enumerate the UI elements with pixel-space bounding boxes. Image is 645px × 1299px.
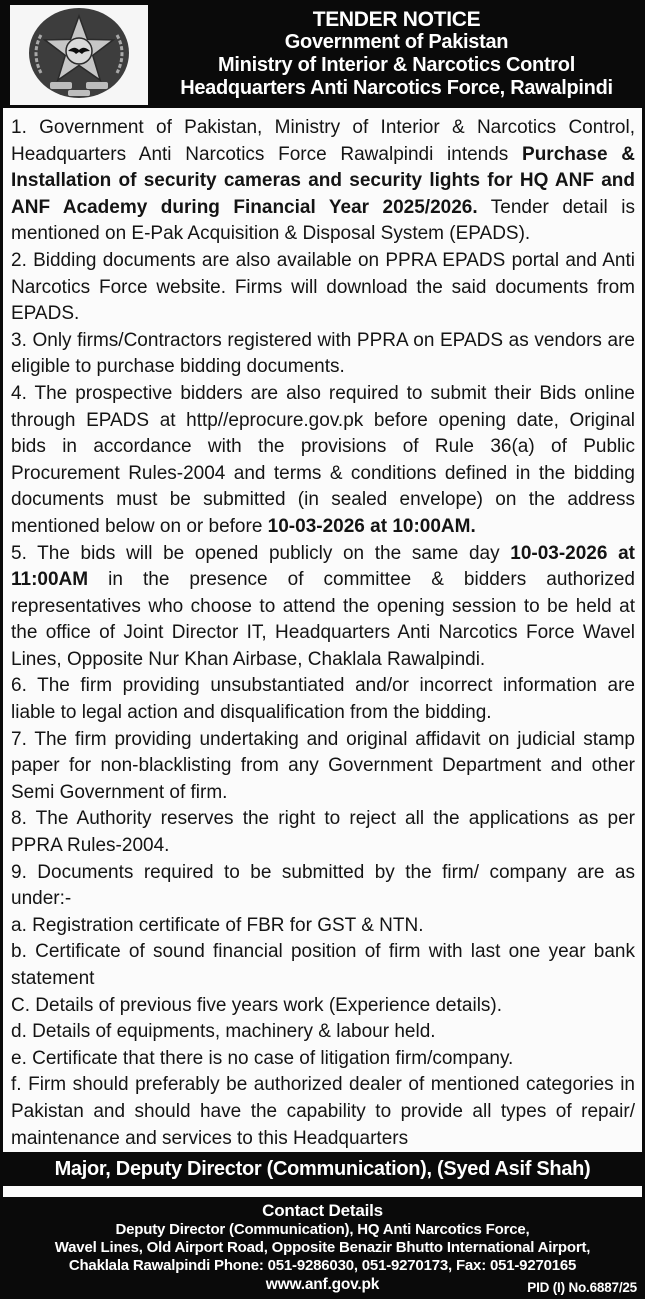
- notice-paragraph-13: d. Details of equipments, machinery & labour held.: [11, 1021, 436, 1043]
- notice-paragraph-7: 7. The firm providing undertaking and original affidavit on judicial stamp paper for non-blacklisting from any Government Department and other Semi Government of firm.: [11, 728, 635, 803]
- notice-paragraph-9: 9. Documents required to be submitted by the firm/ company are as under:-: [11, 861, 635, 910]
- anf-emblem-icon: [16, 5, 142, 106]
- website-link[interactable]: www.anf.gov.pk: [265, 1276, 380, 1293]
- notice-paragraph-4: 4. The prospective bidders are also required to submit their Bids online through EPADS at http//eprocure.gov.pk before opening date, Original bids in accordance with the provisions of Rule 36(a) of Public Procurement Rules-2004 and terms & conditions defined in the bidding documents must be submitted (in sealed envelope) on the address mentioned below on or before 10-03-2026 at 10:00AM.: [11, 382, 635, 537]
- header-title-block: [148, 8, 645, 100]
- notice-paragraph-11: b. Certificate of sound financial position of firm with last one year bank statement: [11, 941, 635, 989]
- notice-paragraph-14: e. Certificate that there is no case of litigation firm/company.: [11, 1047, 514, 1069]
- divider-strip: [3, 1186, 642, 1197]
- contact-details-title: Contact Details: [262, 1201, 383, 1220]
- notice-paragraph-5: 5. The bids will be opened publicly on the same day 10-03-2026 at 11:00AM in the presence of committee & bidders authorized representatives who choose to attend the opening session to be held at the office of Joint Director IT, Headquarters Anti Narcotics Force Wavel Lines, Opposite Nur Khan Airbase, Chaklala Rawalpindi.: [11, 542, 635, 670]
- signature-bar: [0, 1152, 645, 1186]
- header-line-government: Government of Pakistan: [284, 31, 509, 53]
- notice-paragraph-10: a. Registration certificate of FBR for GST & NTN.: [11, 914, 424, 936]
- header-line-ministry: Ministry of Interior & Narcotics Control: [218, 54, 575, 76]
- notice-paragraph-12: C. Details of previous five years work (Experience details).: [11, 994, 503, 1016]
- notice-paragraph-1: 1. Government of Pakistan, Ministry of Interior & Narcotics Control, Headquarters Anti Narcotics Force Rawalpindi intends Purchase & Installation of security cameras and security lights for HQ ANF and ANF Academy during Financial Year 2025/2026. Tender detail is mentioned on E-Pak Acquisition & Disposal System (EPADS).: [11, 117, 635, 245]
- header-band: [0, 0, 645, 108]
- contact-line-office: Deputy Director (Communication), HQ Anti Narcotics Force,: [115, 1221, 530, 1238]
- notice-body: [3, 108, 642, 1152]
- notice-paragraph-8: 8. The Authority reserves the right to reject all the applications as per PPRA Rules-2004.: [11, 808, 635, 857]
- contact-line-phone-fax: Chaklala Rawalpindi Phone: 051-9286030, 051-9270173, Fax: 051-9270165: [68, 1257, 577, 1274]
- footer-last-row: [0, 1275, 645, 1295]
- header-line-tender-notice: TENDER NOTICE: [312, 8, 481, 31]
- signature-bar-label: Major, Deputy Director (Communication), (Syed Asif Shah): [54, 1157, 591, 1180]
- notice-paragraph-3: 3. Only firms/Contractors registered with PPRA on EPADS as vendors are eligible to purchase bidding documents.: [11, 329, 635, 378]
- header-line-headquarters: Headquarters Anti Narcotics Force, Rawalpindi: [180, 77, 613, 99]
- contact-line-address: Wavel Lines, Old Airport Road, Opposite Benazir Bhutto International Airport,: [54, 1239, 591, 1256]
- anf-logo-box: [10, 5, 148, 105]
- footer-band: [0, 1197, 645, 1299]
- pid-number: PID (I) No.6887/25: [527, 1280, 637, 1295]
- notice-paragraph-6: 6. The firm providing unsubstantiated and/or incorrect information are liable to legal action and disqualification from the bidding.: [11, 675, 635, 724]
- notice-paragraph-2: 2. Bidding documents are also available on PPRA EPADS portal and Anti Narcotics Force website. Firms will download the said documents from EPADS.: [11, 249, 635, 325]
- notice-paragraph-15: f. Firm should preferably be authorized dealer of mentioned categories in Pakistan and should have the capability to provide all types of repair/ maintenance and services to this Headquarters: [11, 1074, 635, 1149]
